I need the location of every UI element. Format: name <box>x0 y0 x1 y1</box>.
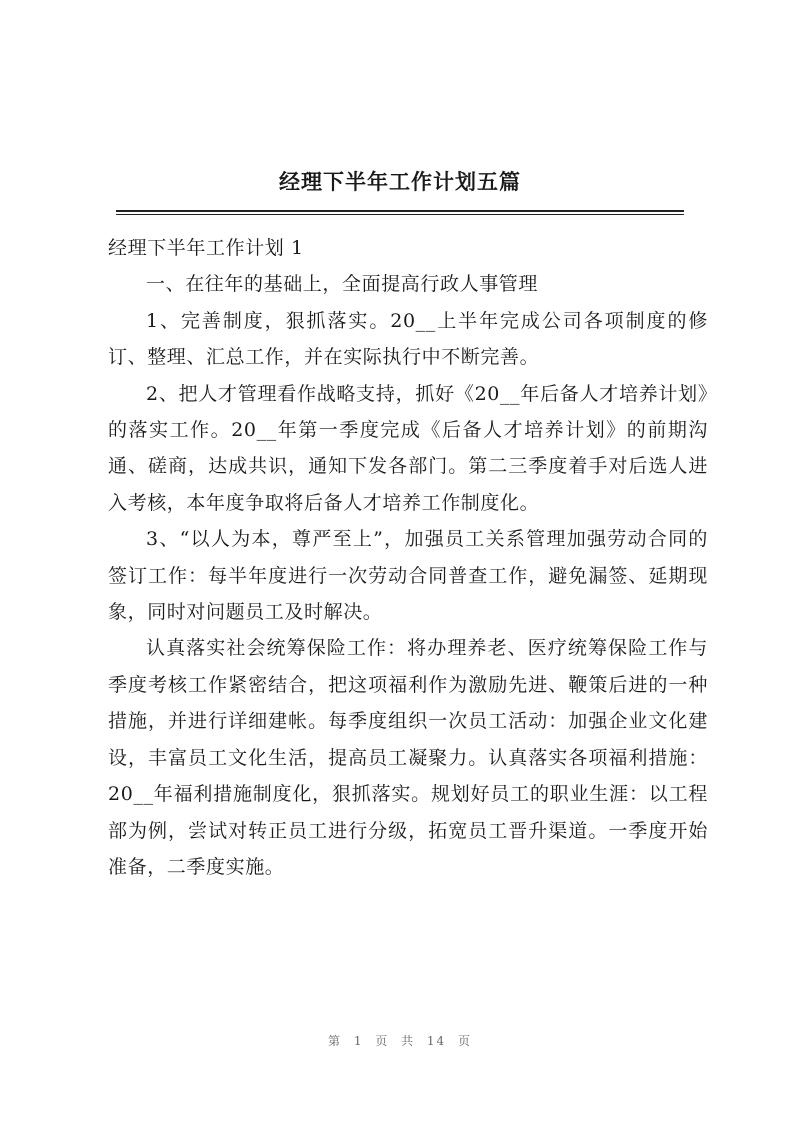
paragraph-1: 一、在往年的基础上，全面提高行政人事管理 <box>146 273 539 296</box>
paragraph-4: 3、“以人为本，尊严至上”，加强员工关系管理加强劳动合同的签订工作：每半年度进行一次劳动合同普查工作，避免漏签、延期现象，同时对问题员工及时解决。 <box>108 528 708 624</box>
page-number-footer: 第 1 页 共 14 页 <box>328 1034 472 1048</box>
title-rule-thin <box>116 214 684 215</box>
section-heading: 经理下半年工作计划 1 <box>108 237 304 259</box>
paragraph-3: 2、把人才管理看作战略支持，抓好《20__年后备人才培养计划》的落实工作。20__年第一季度完成《后备人才培养计划》的前期沟通、磋商，达成共识，通知下发各部门。第二三季度着手对后选人进入考核，本年度争取将后备人才培养工作制度化。 <box>108 382 708 514</box>
title-rule-thick <box>116 210 684 212</box>
document-title: 经理下半年工作计划五篇 <box>279 169 521 194</box>
paragraph-2: 1、完善制度，狠抓落实。20__上半年完成公司各项制度的修订、整理、汇总工作，并在实际执行中不断完善。 <box>108 309 708 369</box>
document-body <box>108 230 708 885</box>
paragraph-5: 认真落实社会统筹保险工作：将办理养老、医疗统筹保险工作与季度考核工作紧密结合，把这项福利作为激励先进、鞭策后进的一种措施，并进行详细建帐。每季度组织一次员工活动：加强企业文化建设，丰富员工文化生活，提高员工凝聚力。认真落实各项福利措施：20__年福利措施制度化，狠抓落实。规划好员工的职业生涯：以工程部为例，尝试对转正员工进行分级，拓宽员工晋升渠道。一季度开始准备，二季度实施。 <box>108 637 708 878</box>
